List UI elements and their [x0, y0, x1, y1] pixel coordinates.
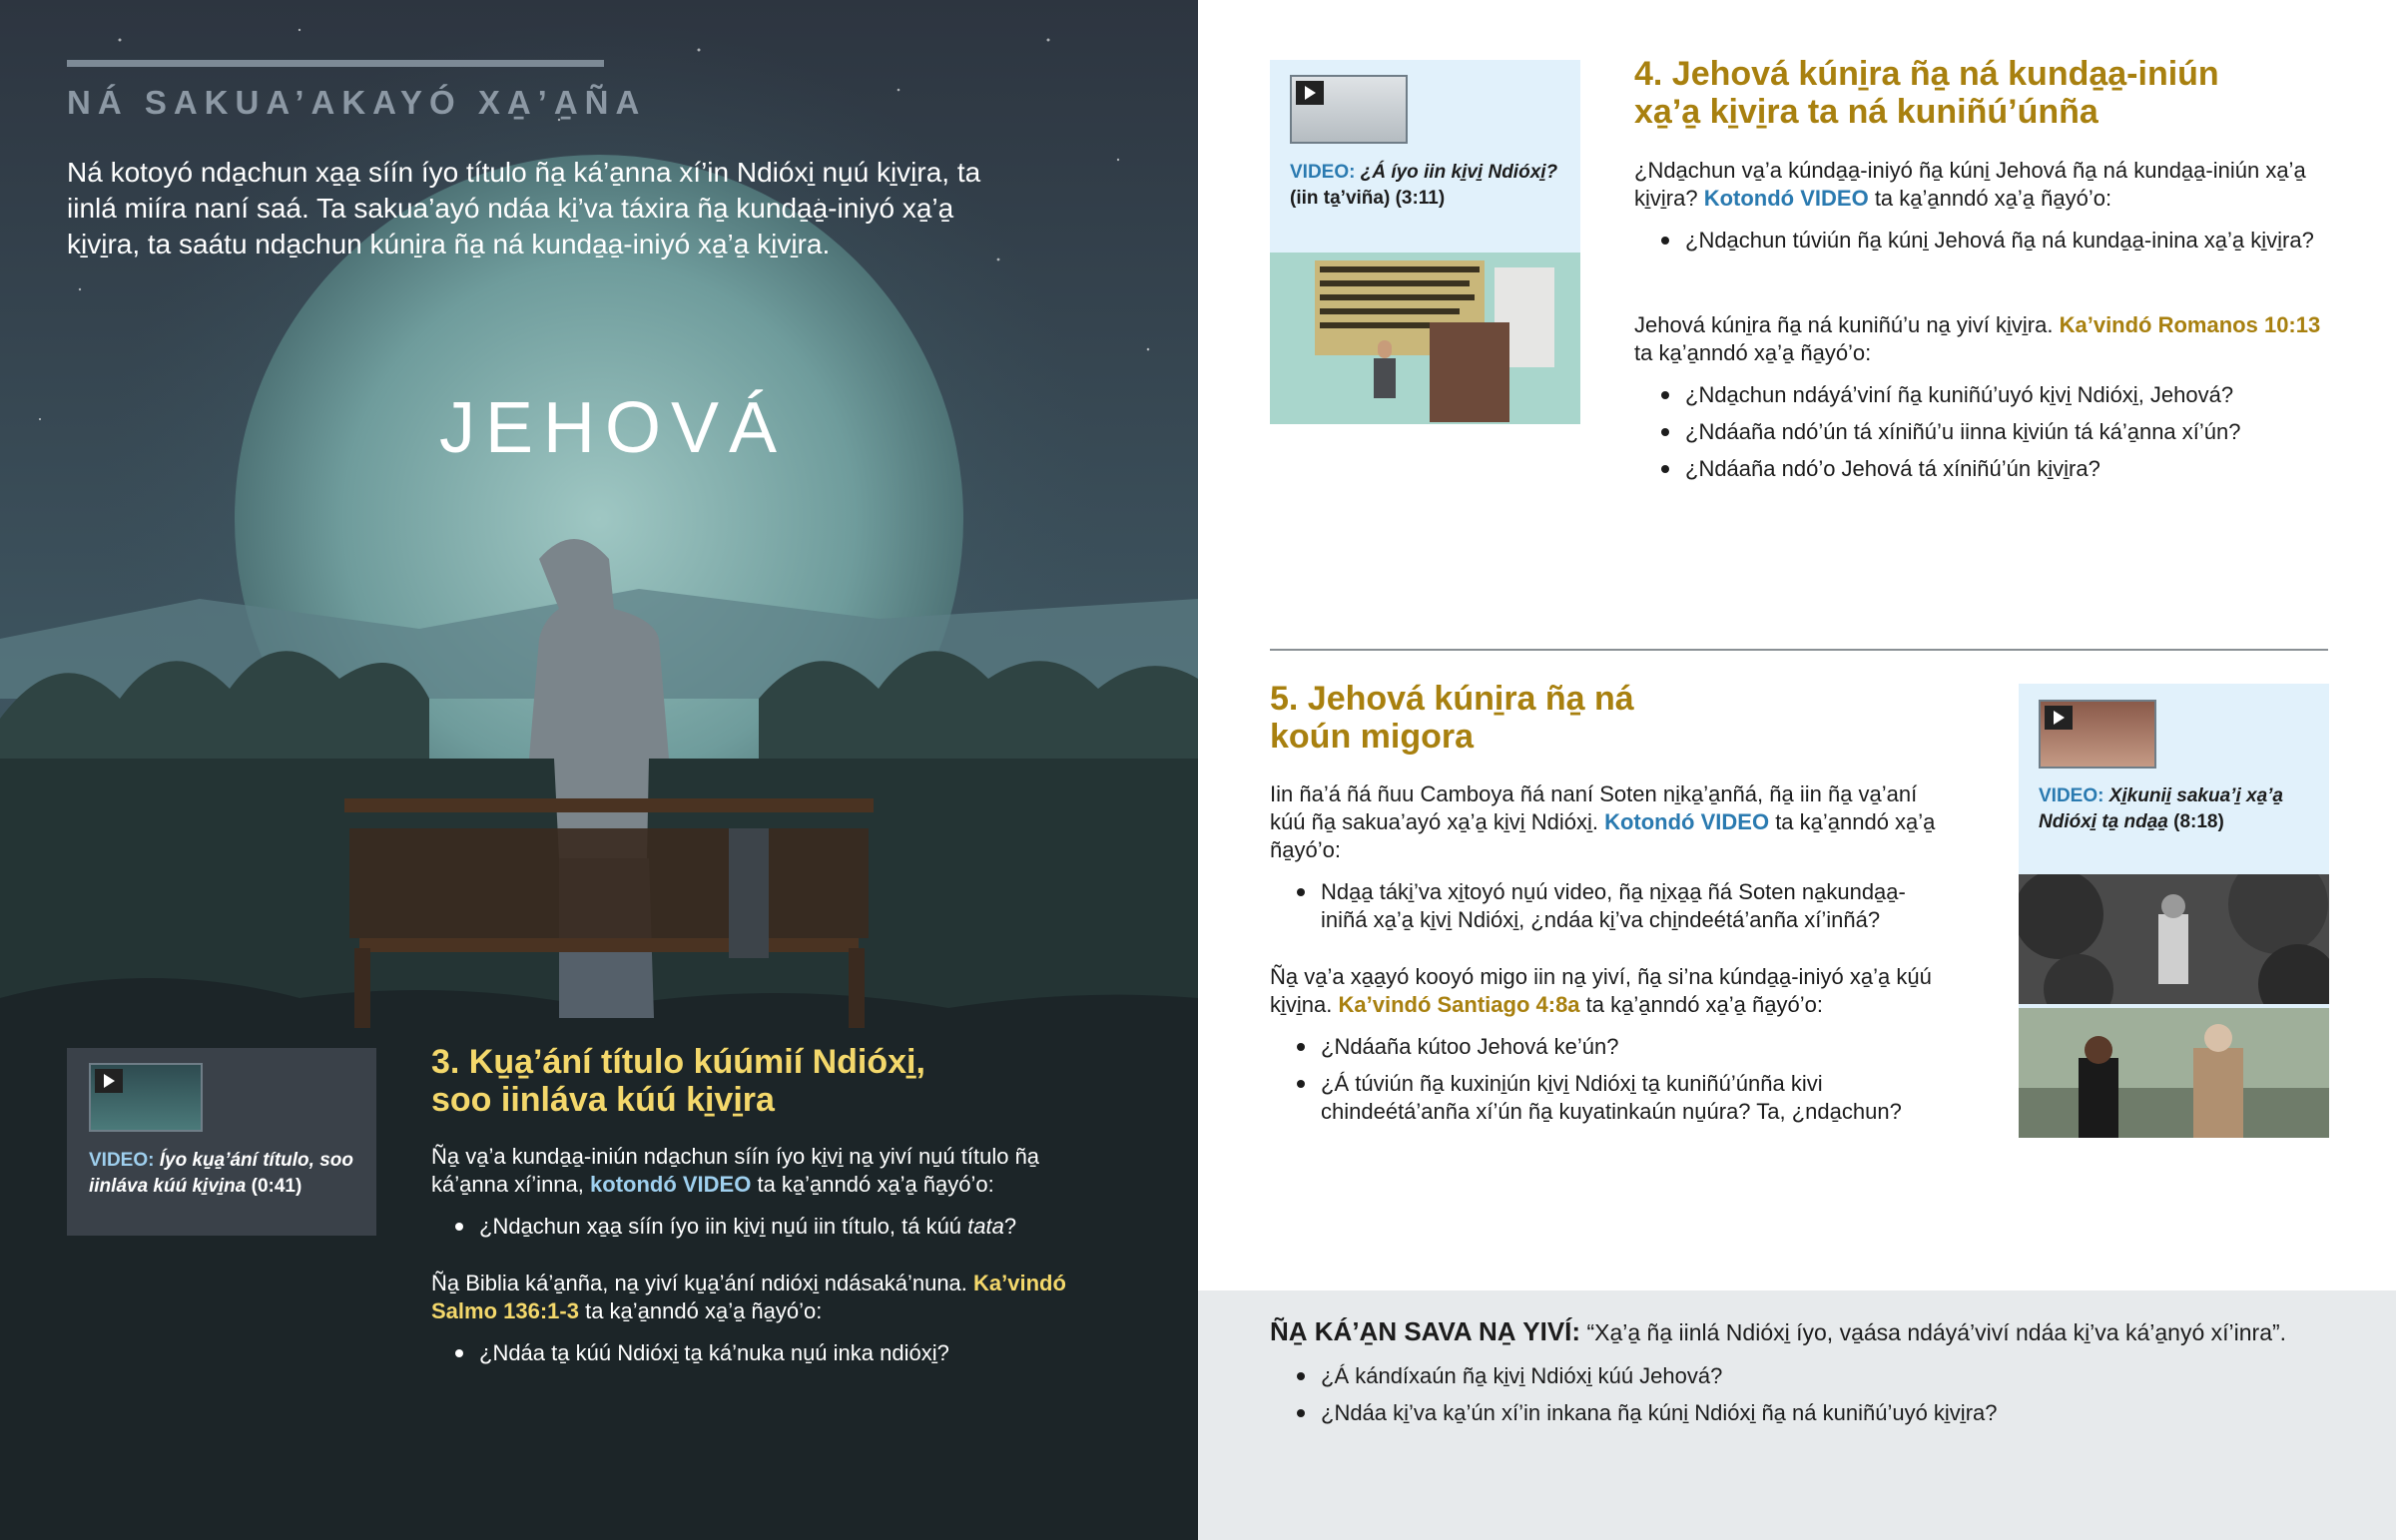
video-still-image [2019, 874, 2329, 1004]
section-5-title: 5. Jehová kúni̱ra ña̱ ná koún migora [1270, 680, 1634, 756]
video-still-image [1270, 253, 1580, 424]
section-4-bullets-1 [1657, 227, 2316, 263]
section-3-paragraph-2: Ña̱ Biblia ká’a̱nña, na̱ yiví ku̱a̱’ání ndióxi̱ ndásaká’nuna. Ka’vindó Salmo 136:1-3 ta ka̱’a̱nndó xa̱’a̱ ña̱yó’o: [431, 1271, 1066, 1323]
section-3-title: 3. Ku̱a̱’ání título kúúmií Ndióxi̱, soo iinláva kúú ki̱vi̱ra [431, 1043, 925, 1119]
scripture-ref[interactable]: Ka’vindó Salmo 136:1-3 [431, 1271, 1066, 1323]
footer-statement [1270, 1317, 2368, 1346]
video-card-3[interactable] [67, 1048, 376, 1236]
video-duration: (0:41) [251, 1176, 302, 1197]
video-title: Íyo ku̱a̱’ání título, soo iinláva kúú ki̱vi̱na [89, 1150, 353, 1197]
footer-box [1198, 1290, 2396, 1540]
video-thumbnail[interactable] [2039, 700, 2156, 769]
video-label: VIDEO: [1290, 162, 1356, 183]
video-label: VIDEO: [89, 1150, 155, 1171]
section-5-paragraph-1: Iin ña’á ñá ñuu Camboya ñá naní Soten ni̱ka̱’a̱nñá, ña̱ iin ña̱ va̱’aní kúú ña̱ sakua’ayó xa̱’a̱ ki̱vi̱ Ndióxi̱. Kotondó VIDEO ta ka̱’a̱nndó xa̱’a̱ ña̱yó’o: [1270, 781, 1936, 862]
section-5-bullets-1 [1293, 878, 1952, 943]
video-duration: (8:18) [2173, 811, 2224, 832]
section-4-paragraph-2: Jehová kúni̱ra ña̱ ná kuniñú’u na̱ yiví ki̱vi̱ra. Ka’vindó Romanos 10:13 ta ka̱’a̱nndó xa̱’a̱ ña̱yó’o: [1634, 312, 2321, 365]
section-4-paragraph-1: ¿Nda̱chun va̱’a kúnda̱a̱-iniyó ña̱ kúni̱ Jehová ña̱ ná kunda̱a̱-iniún xa̱’a̱ ki̱vi̱ra? Kotondó VIDEO ta ka̱’a̱nndó xa̱’a̱ ña̱yó’o: [1634, 158, 2306, 211]
footer-bullets [1293, 1362, 2341, 1436]
list-item: ¿Ndáaña ndó’o Jehová tá xíniñú’ún ki̱vi̱ra? [1657, 455, 2336, 483]
list-item: ¿Á kándíxaún ña̱ ki̱vi̱ Ndióxi̱ kúú Jehová? [1293, 1362, 2341, 1390]
section-5-bullets-2 [1293, 1033, 1952, 1135]
intro-text: Ná kotoyó nda̱chun xa̱a̱ síín íyo título ña̱ ká’a̱nna xí’in Ndióxi̱ nu̱ú ki̱vi̱ra, ta iinlá miíra naní saá. Ta sakua’ayó ndáa ki̱’va táxira ña̱ kunda̱a̱-iniyó xa̱’a̱ ki̱vi̱ra, ta saátu nda̱chun kúni̱ra ña̱ ná kunda̱a̱-iniyó xa̱’a̱ ki̱vi̱ra. [67, 157, 981, 259]
section-divider [1270, 649, 2328, 651]
section-3-bullets-1 [451, 1213, 1110, 1250]
video-still-image [2019, 1008, 2329, 1138]
video-thumbnail[interactable] [1290, 75, 1408, 144]
scripture-ref[interactable]: Ka’vindó Romanos 10:13 [2059, 312, 2321, 337]
video-label: VIDEO: [2039, 785, 2104, 806]
video-duration: (iin ta̱’viña) (3:11) [1290, 188, 1446, 209]
list-item: ¿Nda̱chun xa̱a̱ síín íyo iin ki̱vi̱ nu̱ú iin título, tá kúú tata? [451, 1213, 1110, 1241]
footer-heading: ÑA̱ KÁ’A̱N SAVA NA̱ YIVÍ: [1270, 1316, 1581, 1346]
video-link[interactable]: kotondó VIDEO [590, 1172, 752, 1197]
list-item: Nda̱a̱ táki̱’va xi̱toyó nu̱ú video, ña̱ ni̱xa̱a̱ ñá Soten na̱kunda̱a̱-iniñá xa̱’a̱ ki̱vi̱ Ndióxi̱, ¿ndáa ki̱’va chi̱ndeétá’anña xí’inñá? [1293, 878, 1952, 934]
list-item: ¿Ndáaña ndó’ún tá xíniñú’u iinna ki̱viún tá ká’a̱nna xí’ún? [1657, 418, 2336, 446]
play-icon[interactable] [2045, 706, 2073, 730]
play-icon[interactable] [95, 1069, 123, 1093]
video-card-4[interactable] [1270, 60, 1580, 424]
lesson-kicker: NÁ SAKUA’AKAYÓ XA̱’A̱ÑA [67, 84, 647, 121]
list-item: ¿Ndáaña kútoo Jehová ke’ún? [1293, 1033, 1952, 1061]
video-link[interactable]: Kotondó VIDEO [1703, 186, 1869, 211]
section-5-paragraph-2: Ña̱ va̱’a xa̱a̱yó kooyó migo iin na̱ yiví, ña̱ si’na kúnda̱a̱-iniyó xa̱’a̱ kú̱ú ki̱vi̱na. Ka’vindó Santiago 4:8a ta ka̱’a̱nndó xa̱’a̱ ña̱yó’o: [1270, 964, 1932, 1017]
video-link[interactable]: Kotondó VIDEO [1604, 809, 1770, 834]
section-4-bullets-2 [1657, 381, 2336, 492]
section-3-bullets-2 [451, 1339, 1110, 1376]
list-item: ¿Nda̱chun ndáyá’viní ña̱ kuniñú’uyó ki̱vi̱ Ndióxi̱, Jehová? [1657, 381, 2336, 409]
video-title: ¿Á íyo iin ki̱vi̱ Ndióxi̱? [1360, 162, 1558, 183]
list-item: ¿Ndáa ki̱’va ka̱’ún xí’in inkana ña̱ kúni̱ Ndióxi̱ ña̱ ná kuniñú’uyó ki̱vi̱ra? [1293, 1399, 2341, 1427]
section-3-paragraph-1: Ña̱ va̱’a kunda̱a̱-iniún nda̱chun síín íyo ki̱vi̱ na̱ yiví nu̱ú título ña̱ ká’a̱nna xí’inna, kotondó VIDEO ta ka̱’a̱nndó xa̱’a̱ ña̱yó’o: [431, 1144, 1040, 1197]
jehova-title: JEHOVÁ [439, 388, 788, 468]
list-item: ¿Nda̱chun túviún ña̱ kúni̱ Jehová ña̱ ná kunda̱a̱-inina xa̱’a̱ ki̱vi̱ra? [1657, 227, 2316, 255]
footer-quote: “Xa̱’a̱ ña̱ iinlá Ndióxi̱ íyo, va̱ása ndáyá’viví ndáa ki̱’va ká’a̱nyó xí’inra”. [1586, 1319, 2287, 1345]
scripture-ref[interactable]: Ka’vindó Santiago 4:8a [1338, 992, 1580, 1017]
list-item: ¿Á túviún ña̱ kuxini̱ún ki̱vi̱ Ndióxi̱ ta̱ kuniñú’únña kivi chindeétá’anña xí’ún ña̱ kuyatinkaún nu̱úra? Ta, ¿nda̱chun? [1293, 1070, 1952, 1126]
video-thumbnail[interactable] [89, 1063, 203, 1132]
section-4-title: 4. Jehová kúni̱ra ña̱ ná kunda̱a̱-iniún xa̱’a̱ ki̱vi̱ra ta ná kuniñú’únña [1634, 55, 2219, 131]
top-rule [67, 60, 604, 67]
list-item: ¿Ndáa ta̱ kúú Ndióxi̱ ta̱ ká’nuka nu̱ú inka ndióxi̱? [451, 1339, 1110, 1367]
video-title: Xi̱kunii̱ sakua’i̱ xa̱’a̱ Ndióxi̱ ta̱ nda̱a̱ [2039, 785, 2283, 832]
video-card-5[interactable] [2019, 684, 2329, 1138]
play-icon[interactable] [1296, 81, 1324, 105]
